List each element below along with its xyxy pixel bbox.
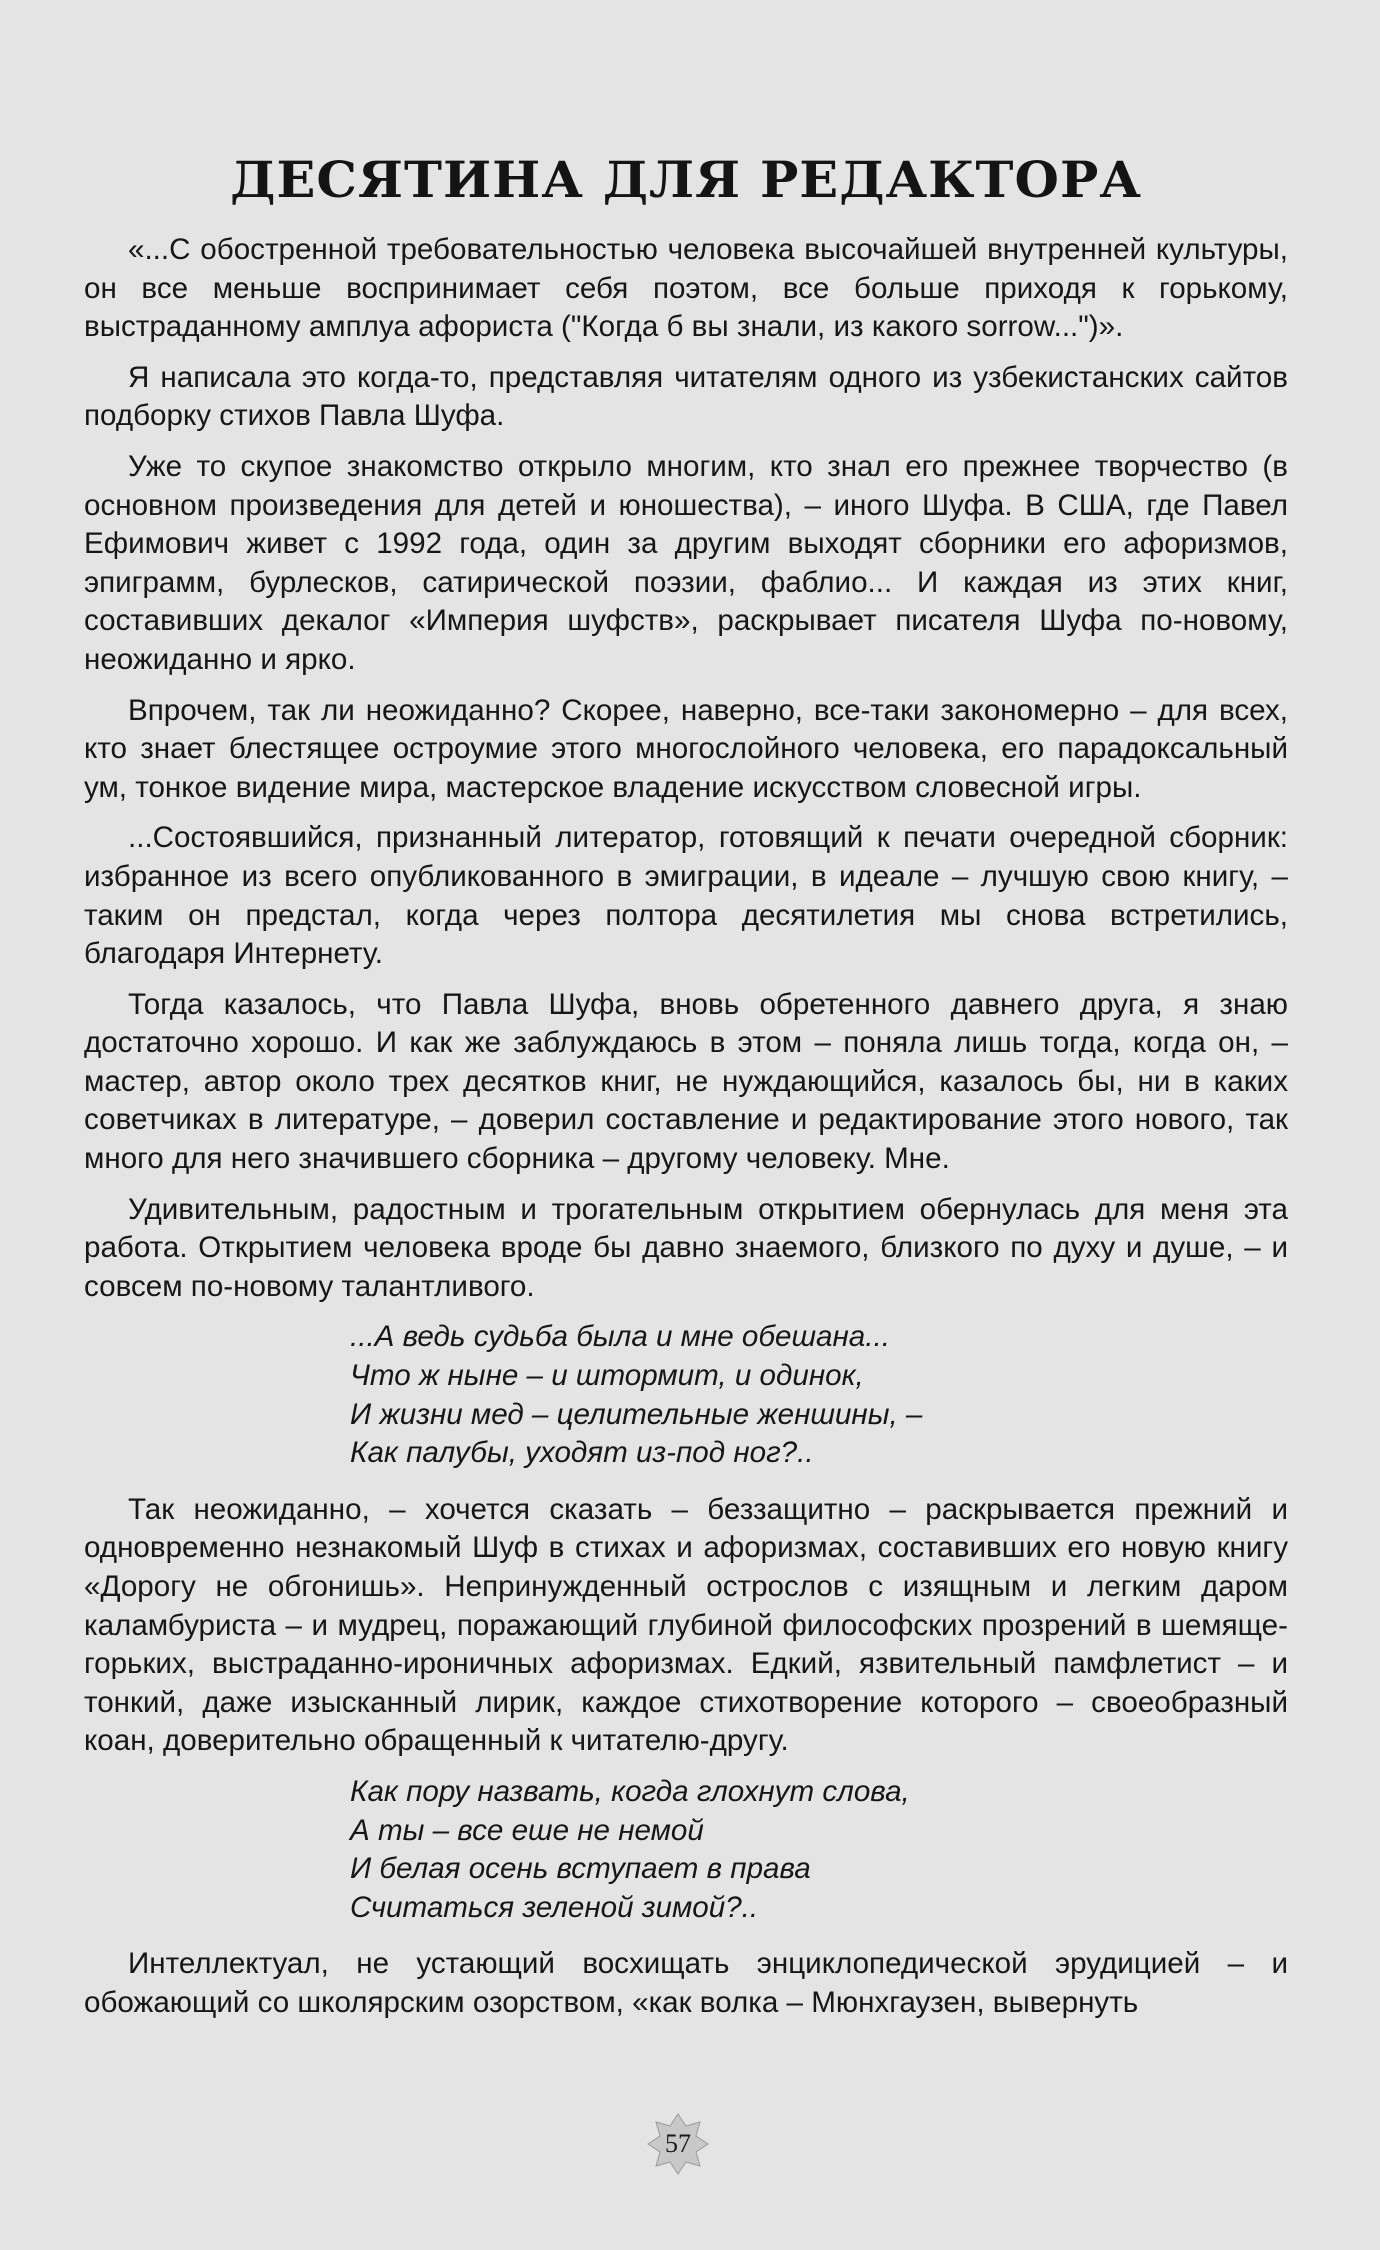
chapter-title: ДЕСЯТИНА ДЛЯ РЕДАКТОРА [230,150,1142,209]
paragraph: Интеллектуал, не устающий восхищать энциклопедической эрудицией – и обожающий со школярским озорством, «как волка – Мюнхгаузен, вывернуть [84,1947,1288,2019]
page-number-badge [646,2112,710,2176]
verse-line: И жизни мед – целительные женшины, – [350,1397,923,1431]
verse-line: Как палубы, уходят из-под ног?.. [350,1436,814,1470]
verse-quote [350,1318,1288,1472]
paragraph: Тогда казалось, что Павла Шуфа, вновь обретенного давнего друга, я знаю достаточно хорошо. И как же заблуждаюсь в этом – поняла лишь тогда, когда он, – мастер, автор около трех десятков книг, не нуждающийся, казалось бы, ни в каких советчиках в литературе, – доверил составление и редактирование этого нового, так много для него значившего сборника – другому человеку. Мне. [84,987,1288,1176]
verse-line: Как пору назвать, когда глохнут слова, [350,1774,910,1808]
paragraph: Уже то скупое знакомство открыло многим, кто знал его прежнее творчество (в основном произведения для детей и юношества), – иного Шуфа. В США, где Павел Ефимович живет с 1992 года, один за другим выходят сборники его афоризмов, эпиграмм, бурлесков, сатирической поэзии, фаблио... И каждая из этих книг, составивших декалог «Империя шуфств», раскрывает писателя Шуфа по-новому, неожиданно и ярко. [84,449,1288,676]
paragraph: Так неожиданно, – хочется сказать – беззащитно – раскрывается прежний и одновременно незнакомый Шуф в стихах и афоризмах, составивших его новую книгу «Дорогу не обгонишь». Непринужденный острослов с изящным и легким даром каламбуриста – и мудрец, поражающий глубиной философских прозрений в шемяще-горьких, выстраданно-ироничных афоризмах. Едкий, язвительный памфлетист – и тонкий, даже изысканный лирик, каждое стихотворение которого – своеобразный коан, доверительно обращенный к читателю-другу. [84,1492,1288,1758]
verse-line: А ты – все еше не немой [350,1813,704,1847]
verse-quote [350,1773,1288,1927]
paragraph: «...С обостренной требовательностью человека высочайшей внутренней культуры, он все меньше воспринимает себя поэтом, все больше приходя к горькому, выстраданному амплуа афориста ("Когда б вы знали, из какого sorrow...")». [84,233,1288,344]
paragraph: ...Состоявшийся, признанный литератор, готовящий к печати очередной сборник: избранное из всего опубликованного в эмиграции, в идеале – лучшую свою книгу, – таким он предстал, когда через полтора десятилетия мы снова встретились, благодаря Интернету. [84,821,1288,971]
page-number: 57 [665,2129,691,2158]
paragraph: Удивительным, радостным и трогательным открытием обернулась для меня эта работа. Открытием человека вроде бы давно знаемого, близкого по духу и душе, – и совсем по-новому талантливого. [84,1192,1288,1303]
paragraph: Впрочем, так ли неожиданно? Скорее, наверно, все-таки закономерно – для всех, кто знает блестящее остроумие этого многослойного человека, его парадоксальный ум, тонкое видение мира, мастерское владение искусством словесной игры. [84,693,1288,804]
page-content [84,150,1288,2023]
verse-line: ...А ведь судьба была и мне обешана... [350,1320,890,1354]
verse-line: Что ж ныне – и штормит, и одинок, [350,1359,864,1393]
paragraph: Я написала это когда-то, представляя читателям одного из узбекистанских сайтов подборку стихов Павла Шуфа. [84,360,1288,433]
verse-line: Считаться зеленой зимой?.. [350,1890,759,1924]
verse-line: И белая осень вступает в права [350,1852,811,1886]
